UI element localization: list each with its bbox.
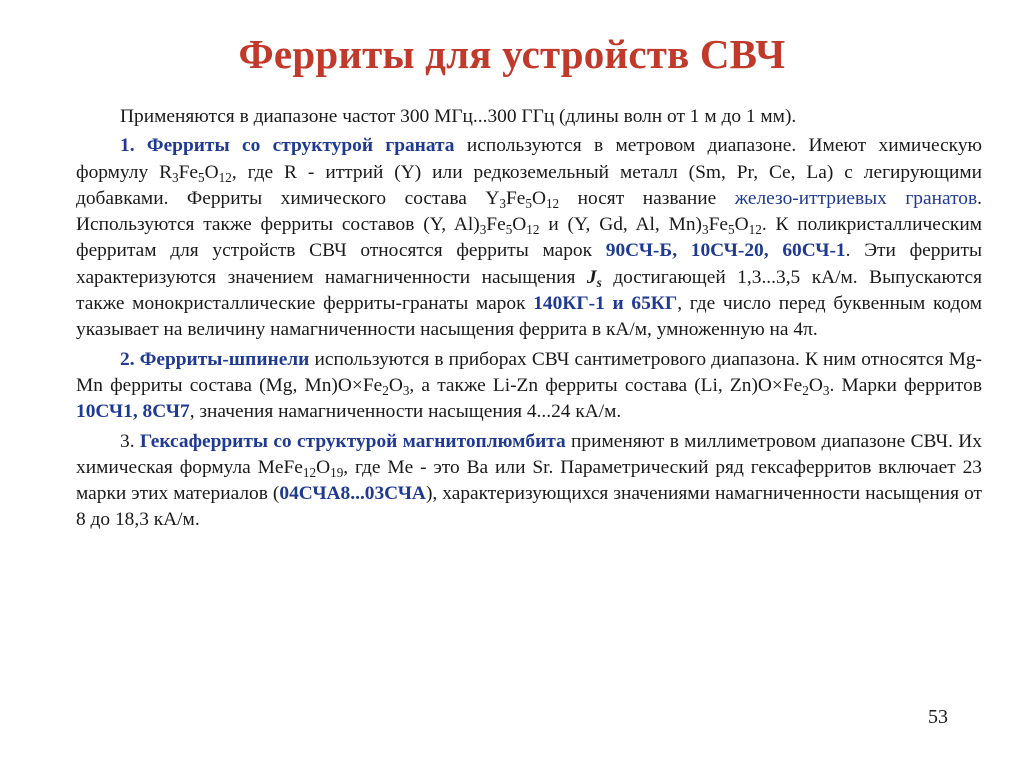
hexaferrites-heading: Гексаферриты со структурой магнитоплюмбита xyxy=(139,430,566,452)
spinels-heading: 2. Ферриты-шпинели xyxy=(120,348,310,370)
js-symbol: J xyxy=(586,266,597,288)
polycrystal-grades: 90СЧ-Б, 10СЧ-20, 60СЧ-1 xyxy=(605,240,846,262)
intro-paragraph: Применяются в диапазоне частот 300 МГц...300 ГГц (длины волн от 1 м до 1 мм). xyxy=(120,106,797,127)
hexaferrite-grades: 04СЧА8...03СЧА xyxy=(279,483,426,505)
paragraph-hexaferrites: 3. Гексаферриты со структурой магнитоплюмбита применяют в миллиметровом диапазоне СВЧ. Их химическая формула $MeFe_{12}O_{19}$, где Me - это Ba или Sr. Параметрический ряд гексаферритов включает 23 марки этих материалов (04СЧА8...03СЧА), характеризующихся значениями намагниченности насыщения от 8 до 18,3 кА/м. xyxy=(76,430,983,531)
page-title: Ферриты для устройств СВЧ xyxy=(238,31,786,77)
garnets-heading: 1. Ферриты со структурой граната xyxy=(120,135,455,157)
spinel-grades: 10СЧ1, 8СЧ7 xyxy=(76,401,190,423)
yig-term: железо-иттриевых гранатов xyxy=(734,187,978,209)
paragraph-spinels: 2. Ферриты-шпинели используются в приборах СВЧ сантиметрового диапазона. К ним относятся Mg-Mn ферриты состава (Mg, $Mn)O\times Fe_2O_3$, а также Li-Zn ферриты состава (Li, $Zn)O\times Fe_2O_3$. Марки ферритов 10СЧ1, 8СЧ7, значения намагниченности насыщения 4...24 кА/м. xyxy=(76,348,982,423)
paragraph-garnets: 1. Ферриты со структурой граната используются в метровом диапазоне. Имеют химическую формулу $R_3Fe_5O_{12}$, где R - иттрий (Y) или редкоземельный металл (Sm, Pr, Ce, La) с легирующими добавками. Ферриты химического состава $Y_3Fe_5O_{12}$ носят название железо-иттриевых гранатов. Используются также ферриты составов (Y, $Al)_3Fe_5O_{12}$ и (Y, Gd, Al, $Mn)_3Fe_5O_{12}$. К поликристаллическим ферритам для устройств СВЧ относятся ферриты марок 90СЧ-Б, 10СЧ-20, 60СЧ-1. Эти ферриты характеризуются значением намагниченности насыщения $J_s$ достигающей 1,3...3,5 кА/м. Выпускаются также монокристаллические ферриты-гранаты марок 140КГ-1 и 65КГ, где число перед буквенным кодом указывает на величину намагниченности насыщения феррита в кА/м, умноженную на 4π. xyxy=(76,135,983,341)
slide-body xyxy=(76,104,982,534)
monocrystal-grades: 140КГ-1 и 65КГ xyxy=(533,293,678,315)
page-number: 53 xyxy=(928,706,948,728)
